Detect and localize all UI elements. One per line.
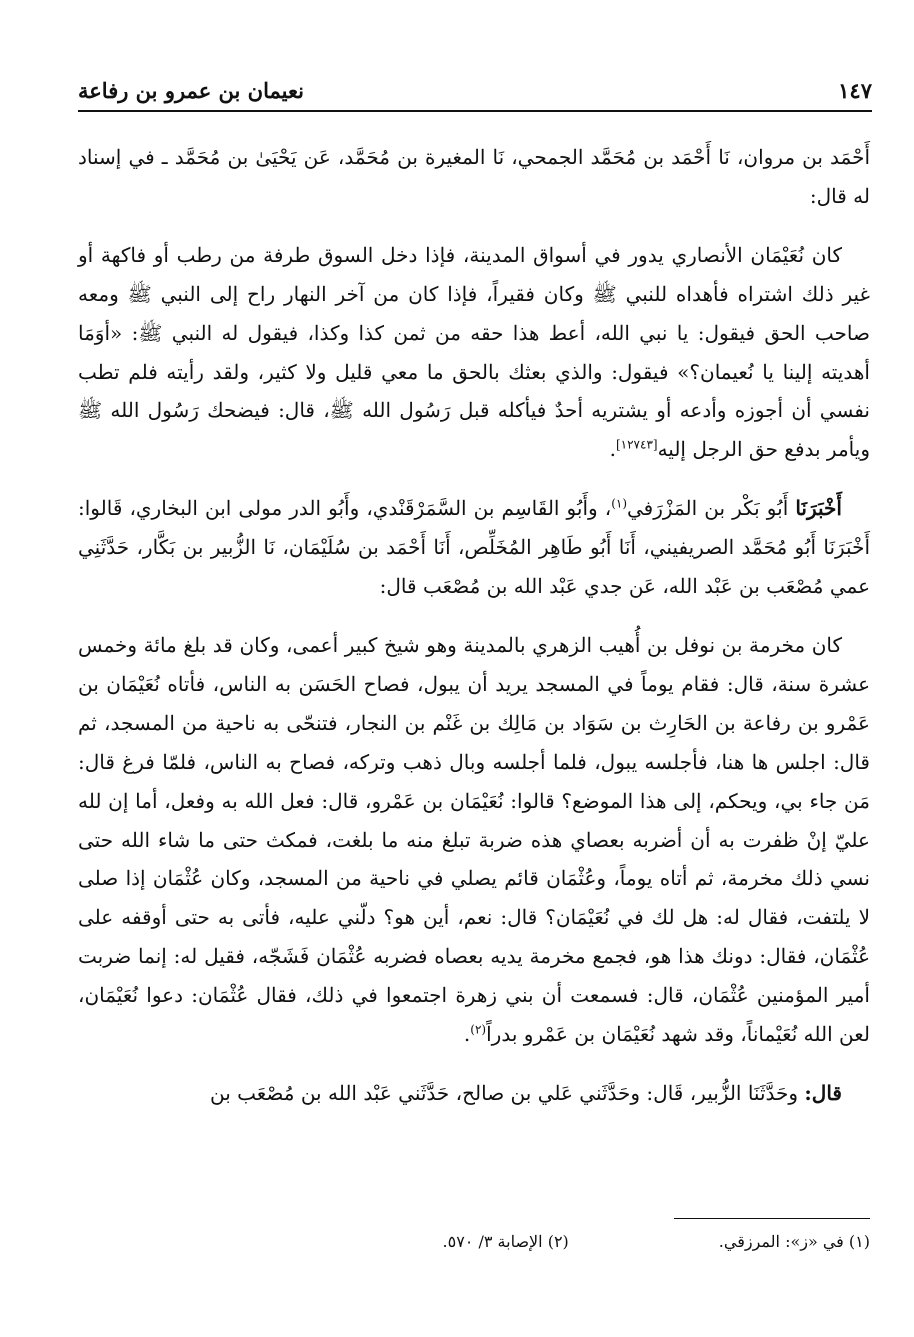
footnote-ref-1: (١)	[611, 496, 628, 511]
paragraph-text: أَحْمَد بن مروان، نَا أَحْمَد بن مُحَمَّد الجمحي، نَا المغيرة بن مُحَمَّد، عَن يَحْيَىٰ بن مُحَمَّد ـ في إسناد له قال:	[78, 145, 870, 208]
paragraph-isnad-2	[78, 489, 870, 606]
footnote-2: (٢) الإصابة ٣/ ٥٧٠.	[442, 1232, 569, 1251]
running-title: نعيمان بن عمرو بن رفاعة	[78, 77, 304, 103]
paragraph-story-nuayman	[78, 236, 870, 469]
paragraph-text: وحَدَّثَنَا الزُّبير، قَال: وحَدَّثَني عَلي بن صالح، حَدَّثَني عَبْد الله بن مُصْعَب بن	[209, 1080, 805, 1105]
paragraph-text: أَبُو بَكْر بن المَزْرَفي	[627, 496, 796, 521]
page-number: ١٤٧	[838, 77, 872, 103]
paragraph-lead: قال:	[804, 1080, 842, 1105]
paragraph-isnad-3	[78, 1074, 870, 1113]
hadith-number: [١٢٧٤٣]	[615, 437, 658, 452]
paragraph-tail: .	[463, 1022, 471, 1047]
paragraph-isnad-1	[78, 138, 870, 216]
footnote-ref-2: (٢)	[470, 1022, 487, 1037]
footnote-1: (١) في «ز»: المرزقي.	[718, 1232, 870, 1251]
paragraph-story-makhrama	[78, 626, 870, 1054]
page-header	[78, 70, 872, 112]
paragraph-lead: أَخْبَرَنَا	[795, 496, 842, 521]
footnotes	[78, 1232, 870, 1251]
paragraph-text: كان نُعَيْمَان الأنصاري يدور في أسواق المدينة، فإذا دخل السوق طرفة من رطب أو فاكهة أو غير ذلك اشتراه فأهداه للنبي ﷺ وكان فقيراً، فإذا كان من آخر النهار راح إلى النبي ﷺ ومعه صاحب الحق فيقول: يا نبي الله، أعط هذا حقه من ثمن كذا وكذا، فيقول له النبي ﷺ: «أوَمَا أهديته إلينا يا نُعيمان؟» فيقول: والذي بعثك بالحق ما معي قليل ولا كثير، ولقد رأيته فلم تطب نفسي أن أجوزه وأدعه أو يشتريه أحدٌ فيأكله قبل رَسُول الله ﷺ، قال: فيضحك رَسُول الله ﷺ ويأمر بدفع حق الرجل إليه	[78, 242, 870, 462]
paragraph-tail: .	[609, 437, 616, 462]
main-text	[78, 138, 870, 1133]
footnote-divider	[674, 1218, 870, 1219]
paragraph-tail: ، وأَبُو القَاسِم بن السَّمَرْقَنْدي، وأَبُو الدر مولى ابن البخاري، قَالوا: أَخْبَرَنَا أَبُو مُحَمَّد الصريفيني، أَنَا أَبُو طَاهِر المُخَلِّص، أَنَا أَحْمَد بن سُلَيْمَان، نَا الزُّبير بن بَكَّار، حَدَّثَنِي عمي مُصْعَب بن عَبْد الله، عَن جدي عَبْد الله بن مُصْعَب قال:	[78, 496, 870, 599]
paragraph-text: كان مخرمة بن نوفل بن أُهيب الزهري بالمدينة وهو شيخ كبير أعمى، وكان قد بلغ مائة وخمس عشرة سنة، قال: فقام يوماً في المسجد يريد أن يبول، فصاح الحَسَن به الناس، فأتاه نُعَيْمَان بن عَمْرو بن رفاعة بن الحَارِث بن سَوَاد بن مَالِك بن غَنْم بن النجار، فتنحّى به ناحية من المسجد، ثم قال: اجلس ها هنا، فأجلسه يبول، فلما أجلسه وبال ذهب وتركه، فصاح به الناس، فلمّا فرغ قال: مَن جاء بي، ويحكم، إلى هذا الموضع؟ قالوا: نُعَيْمَان بن عَمْرو، قال: فعل الله به وفعل، أما إن لله عليّ إنْ ظفرت به أن أضربه بعصاي هذه ضربة تبلغ منه ما بلغت، فمكث حتى ما شاء الله حتى نسي ذلك مخرمة، ثم أتاه يوماً، وعُثْمَان قائم يصلي في ناحية من المسجد، وكان عُثْمَان إذا صلى لا يلتفت، فقال له: هل لك في نُعَيْمَان؟ قال: نعم، أين هو؟ دلّني عليه، فأتى به حتى أوقفه على عُثْمَان، فقال: دونك هذا هو، فجمع مخرمة يديه بعصاه فضربه عُثْمَان فَشَجّه، فقيل له: إنما ضربت أمير المؤمنين عُثْمَان، قال: فسمعت أن بني زهرة اجتمعوا في ذلك، فقال عُثْمَان: دعوا نُعَيْمَان، لعن الله نُعَيْماناً، وقد شهد نُعَيْمَان بن عَمْرو بدراً	[78, 632, 870, 1047]
